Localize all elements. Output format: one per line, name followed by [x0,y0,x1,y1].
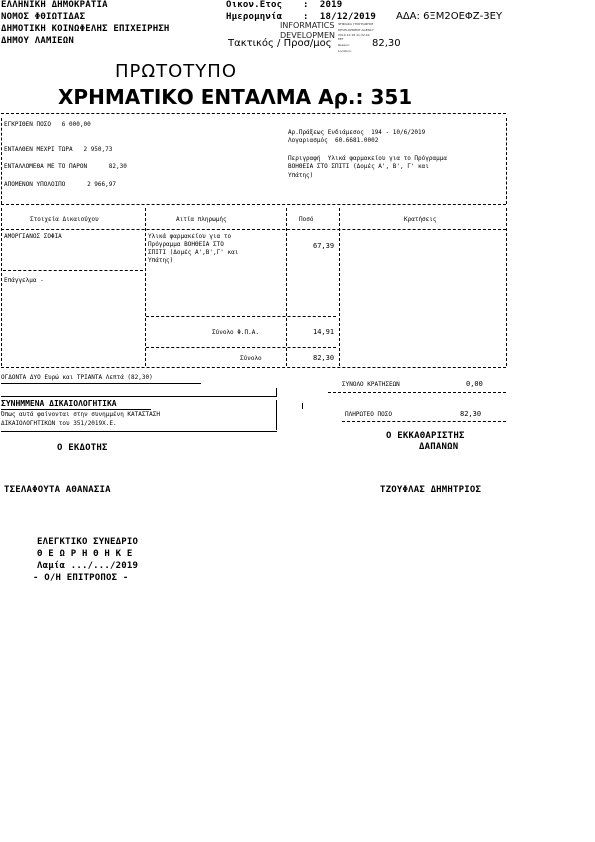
reason-line-3: ΣΠΙΤΙ (Δομές Α',Β',Γ' και [148,249,239,256]
page-title: ΧΡΗΜΑΤΙΚΟ ΕΝΤΑΛΜΑ Αρ.: 351 [58,85,413,109]
profession-label: Επάγγελμα - [4,277,44,284]
total-deductions-value: 0,00 [466,380,483,388]
original-label: ΠΡΩΤΟΤΥΠΟ [115,61,238,82]
issued-until-now: ΕΝΤΑΛΘΕΝ ΜΕΧΡΙ ΤΩΡΑ 2 950,73 [4,146,113,153]
table-col-sep-3 [339,208,340,366]
stamp-line-1: INFORMATICS [280,21,335,30]
total-label: Σύνολο [240,355,262,362]
issued-present: ΕΝΤΑΛΛΟΜΕΘΑ ΜΕ ΤΟ ΠΑΡΟΝ 82,30 [4,163,127,170]
taktikos-label: Τακτικός / Προσ/μος [228,38,332,49]
description-line-1: Περιγραφή Υλικά φαρμακείου για το Πρόγραμμα [288,155,447,162]
divider-table-top [1,204,506,205]
attached-box-bottom [1,431,277,432]
deductions-underline [328,392,506,393]
stamp-small-4: EET [338,37,344,41]
attached-box-top [1,396,277,397]
table-col-sep-2 [286,208,287,366]
total-deductions-label: ΣΥΝΟΛΟ ΚΡΑΤΗΣΕΩΝ [342,381,400,388]
date-value: : 18/12/2019 [303,12,377,22]
amount-in-words: ΟΓΔΟΝΤΑ ΔΥΟ Ευρώ και ΤΡΙΑΝΤΑ Λεπτά (82,30) [1,374,153,381]
budget-border-right [506,118,507,204]
reason-line-4: Υπάτης) [148,257,174,264]
court-line-2: Θ Ε Ω Ρ Η Θ Η Κ Ε [37,549,133,559]
attached-docs-line-2: ΔΙΚΑΙΟΛΟΓΗΤΙΚΩΝ του 351/2019Χ.Ε. [1,420,117,427]
organization-label: ΔΗΜΟΤΙΚΗ ΚΟΙΝΩΦΕΛΗΣ ΕΠΙΧΕΙΡΗΣΗ [1,24,170,34]
stamp-small-2: DEVELOPMENT AGENCY [338,28,374,32]
account-code: Λογαριασμός 60.6681.0002 [288,137,379,144]
description-line-2: ΒΟΗΘΕΙΑ ΣΤΟ ΣΠΙΤΙ (Δομές Α', Β', Γ' και [288,163,429,170]
beneficiary-divider [3,270,143,271]
ada-code: ΑΔΑ: 6ΞΜ2ΟΕΦΖ-3ΕΥ [396,11,503,22]
taktikos-value: 82,30 [372,38,401,49]
divider-vat [146,316,336,317]
divider-table-bottom [1,367,506,368]
stamp-line-2: DEVELOPMEN [280,31,335,40]
attached-box-tick [302,403,303,409]
attached-box-right [276,400,277,430]
stamp-small-5: Reason: [338,43,350,47]
header-deductions: Κρατήσεις [404,216,437,223]
auditor-name: ΤΖΟΥΦΛΑΣ ΔΗΜΗΤΡΙΟΣ [380,485,482,495]
divider-table-header [1,229,506,230]
date-label: Ημερομηνία [226,12,283,22]
stamp-small-6: Location: [338,49,352,53]
court-line-3: Λαμία .../.../2019 [37,561,139,571]
reason-line-2: Πρόγραμμα ΒΟΗΘΕΙΑ ΣΤΟ [148,241,224,248]
divider-top [1,113,506,114]
table-border-right [506,208,507,366]
amount-words-underline [1,383,201,384]
header-amount: Ποσό [299,216,314,223]
stamp-small-3: 2019.12.18 11:32:44 [338,33,370,37]
attached-docs-line-1: Όπως αυτά φαίνονται στην συνημμένη ΚΑΤΑΣΤΑΣΗ [1,411,160,418]
reason-line-1: Υλικά φαρμακείου για το [148,233,232,240]
table-border-left [1,208,2,366]
fiscal-year-label: Οικον.Ετος [226,0,283,10]
line-amount: 67,39 [313,242,335,250]
fiscal-year-value: : 2019 [303,0,343,10]
remaining-balance: ΑΠΟΜΕΝΟΝ ΥΠΟΛΟΙΠΟ 2 966,97 [4,181,116,188]
payable-label: ΠΛΗΡΩΤΕΟ ΠΟΣΟ [345,411,392,418]
court-line-4: - Ο/Η ΕΠΙΤΡΟΠΟΣ - [33,573,129,583]
court-line-1: ΕΛΕΓΚΤΙΚΟ ΣΥΝΕΔΡΙΟ [37,537,139,547]
header-reason: Αιτία πληρωμής [176,216,227,223]
auditor-label-1: Ο ΕΚΚΑΘΑΡΙΣΤΗΣ [386,431,465,441]
header-beneficiary: Στοιχεία Δικαιούχου [30,216,99,223]
auditor-label-2: ΔΑΠΑΝΩΝ [419,442,459,452]
country-label: ΕΛΛΗΝΙΚΗ ΔΗΜΟΚΡΑΤΙΑ [1,0,108,10]
attached-docs-title: ΣΥΝΗΜΜΕΝΑ ΔΙΚΑΙΟΛΟΓΗΤΙΚΑ [1,399,117,408]
payable-underline [342,421,506,422]
total-value: 82,30 [313,354,335,362]
description-line-3: Υπάτης) [288,172,314,179]
approved-credit: ΕΓΚΡΙΘΕΝ ΠΟΣΟ 6 000,00 [4,121,91,128]
payable-value: 82,30 [460,410,482,418]
beneficiary-name: ΑΜΟΡΓΙΑΝΟΣ ΣΟΦΙΑ [4,233,62,240]
budget-border-left [1,118,2,204]
attached-title-underline [1,409,151,410]
table-col-sep-1 [145,208,146,366]
prefecture-label: ΝΟΜΟΣ ΦΘΙΩΤΙΔΑΣ [1,12,86,22]
vat-label: Σύνολο Φ.Π.Α. [212,329,259,336]
decision-reference: Αρ.Πράξεως Ενδιάμεσος 194 - 10/6/2019 [288,129,426,136]
municipality-label: ΔΗΜΟΥ ΛΑΜΙΕΩΝ [1,36,75,46]
issuer-label: Ο ΕΚΔΟΤΗΣ [57,443,108,453]
divider-total [146,347,336,348]
attached-box-right-top [276,388,277,396]
stamp-small-1: ΨΗΦΙΑΚΑ ΥΠΟΓΡΑΦΗΚΕ [338,22,374,26]
issuer-name: ΤΣΕΛΑΦΟΥΤΑ ΑΘΑΝΑΣΙΑ [4,485,111,495]
vat-value: 14,91 [313,328,335,336]
